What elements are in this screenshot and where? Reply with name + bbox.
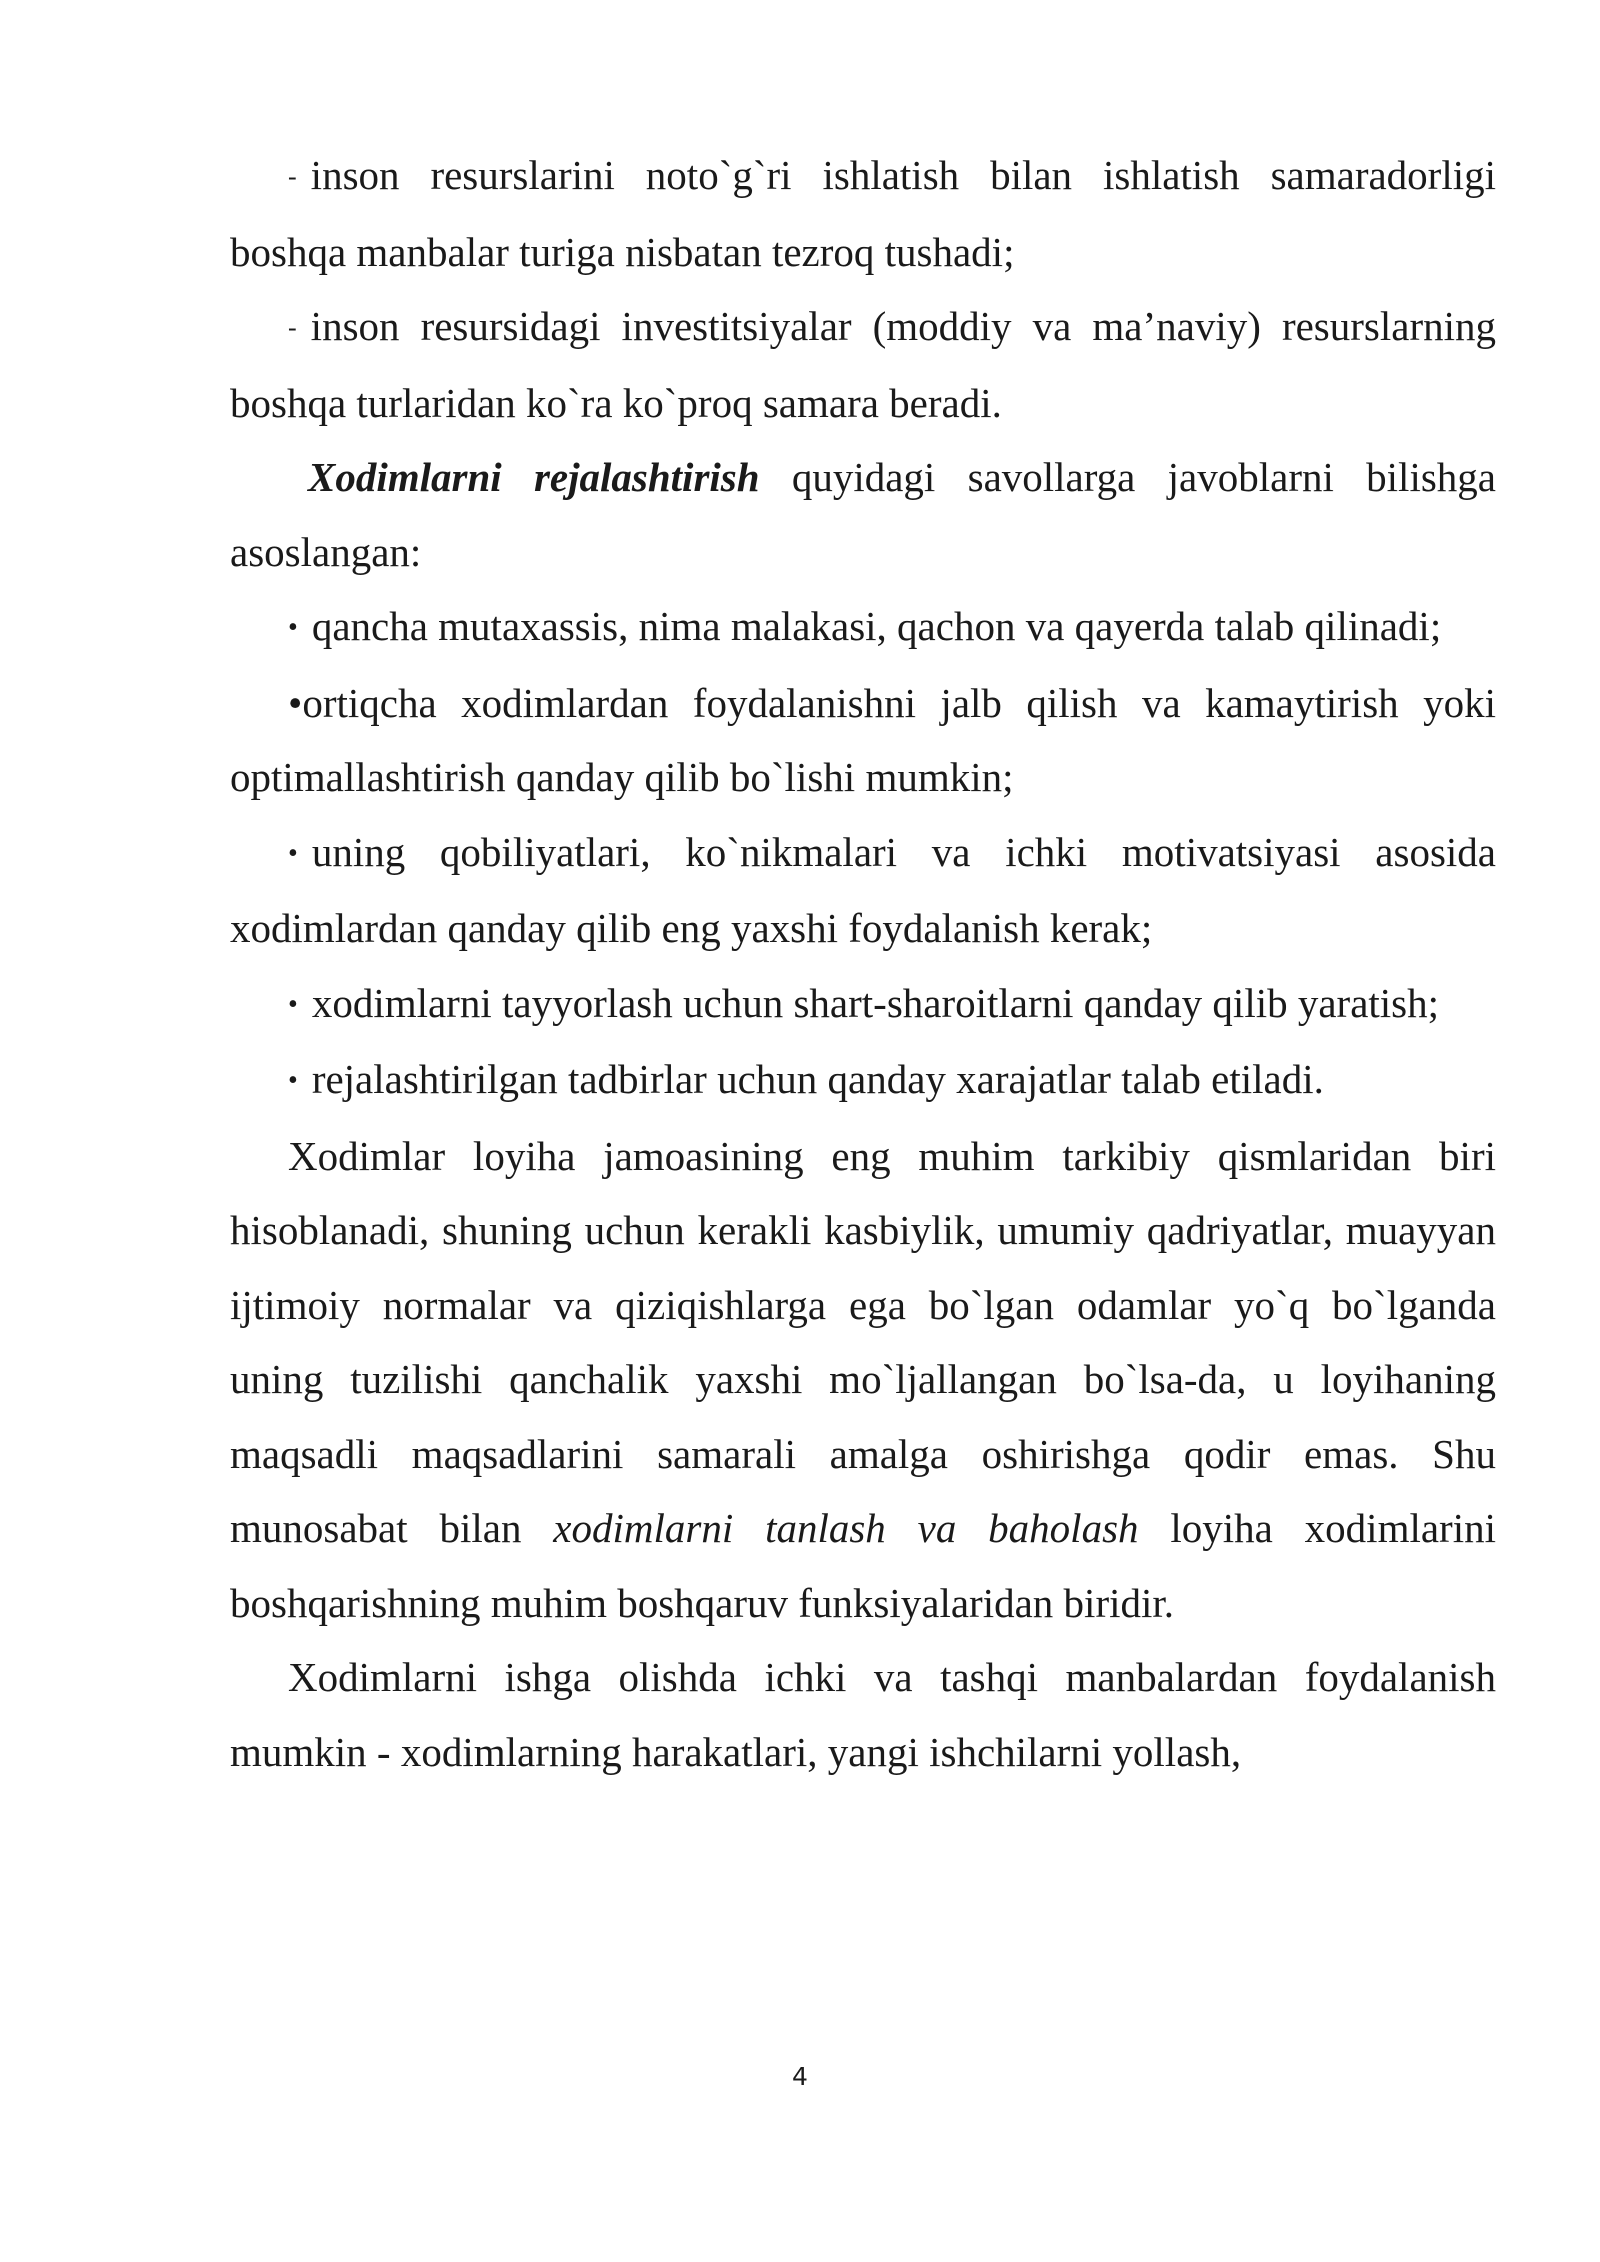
paragraph-text: Xodimlar loyiha jamoasining eng muhim tarkibiy qismlaridan biri hisoblanadi, shuning uchun kerakli kasbiylik, umumiy qadriyatlar, muayyan ijtimoiy normalar va qiziqishlarga ega bo`lgan odamlar yo`q bo`lganda uning tuzilishi qanchalik yaxshi mo`ljallangan bo`lsa-da, u loyihaning maqsadli maqsadlarini samarali amalga oshirishga qodir emas. Shu munosabat bilan <box>230 1132 1496 1551</box>
paragraph-text: quyidagi savollarga javoblarni bilishga asoslangan: <box>230 454 1496 575</box>
bullet-item-1 <box>230 589 1496 666</box>
bullet-item-2 <box>230 666 1496 815</box>
bullet-marker: • <box>288 837 298 869</box>
paragraph-dash-2 <box>230 289 1496 440</box>
document-body <box>230 138 1496 1789</box>
paragraph-text: rejalashtirilgan tadbirlar uchun qanday xarajatlar talab etiladi. <box>311 1056 1324 1102</box>
paragraph-planning-intro <box>230 440 1496 589</box>
bullet-item-3 <box>230 815 1496 966</box>
paragraph-text: Xodimlarni ishga olishda ichki va tashqi manbalardan foydalanish mumkin - xodimlarning harakatlari, yangi ishchilarni yollash, <box>230 1654 1496 1775</box>
paragraph-recruitment <box>230 1640 1496 1789</box>
paragraph-staff-selection <box>230 1119 1496 1641</box>
dash-marker: - <box>288 162 297 191</box>
paragraph-text: inson resurslarini noto`g`ri ishlatish bilan ishlatish samaradorligi boshqa manbalar turiga nisbatan tezroq tushadi; <box>230 152 1496 275</box>
italic-term: xodimlarni tanlash va baholash <box>553 1505 1139 1551</box>
bullet-marker: • <box>288 1065 298 1096</box>
paragraph-text: ortiqcha xodimlardan foydalanishni jalb qilish va kamaytirish yoki optimallashtirish qanday qilib bo`lishi mumkin; <box>230 679 1496 800</box>
bullet-item-4 <box>230 966 1496 1043</box>
paragraph-text: inson resursidagi investitsiyalar (moddiy va ma’naviy) resurslarning boshqa turlaridan ko`ra ko`proq samara beradi. <box>230 303 1496 426</box>
paragraph-text: loyiha xodimlarini boshqarishning muhim boshqaruv funksiyalaridan biridir. <box>230 1505 1496 1626</box>
bullet-marker: • <box>288 612 298 643</box>
bullet-item-5 <box>230 1042 1496 1119</box>
paragraph-text: qancha mutaxassis, nima malakasi, qachon va qayerda talab qilinadi; <box>311 603 1442 649</box>
bold-italic-term: Xodimlarni rejalashtirish <box>308 454 760 500</box>
dash-marker: - <box>288 313 297 342</box>
page-number: 4 <box>792 2062 808 2091</box>
bullet-marker: • <box>288 679 303 726</box>
paragraph-text: xodimlarni tayyorlash uchun shart-sharoitlarni qanday qilib yaratish; <box>311 979 1440 1026</box>
bullet-marker: • <box>288 988 298 1020</box>
paragraph-text: uning qobiliyatlari, ko`nikmalari va ichki motivatsiyasi asosida xodimlardan qanday qilib eng yaxshi foydalanish kerak; <box>230 828 1496 951</box>
paragraph-dash-1 <box>230 138 1496 289</box>
